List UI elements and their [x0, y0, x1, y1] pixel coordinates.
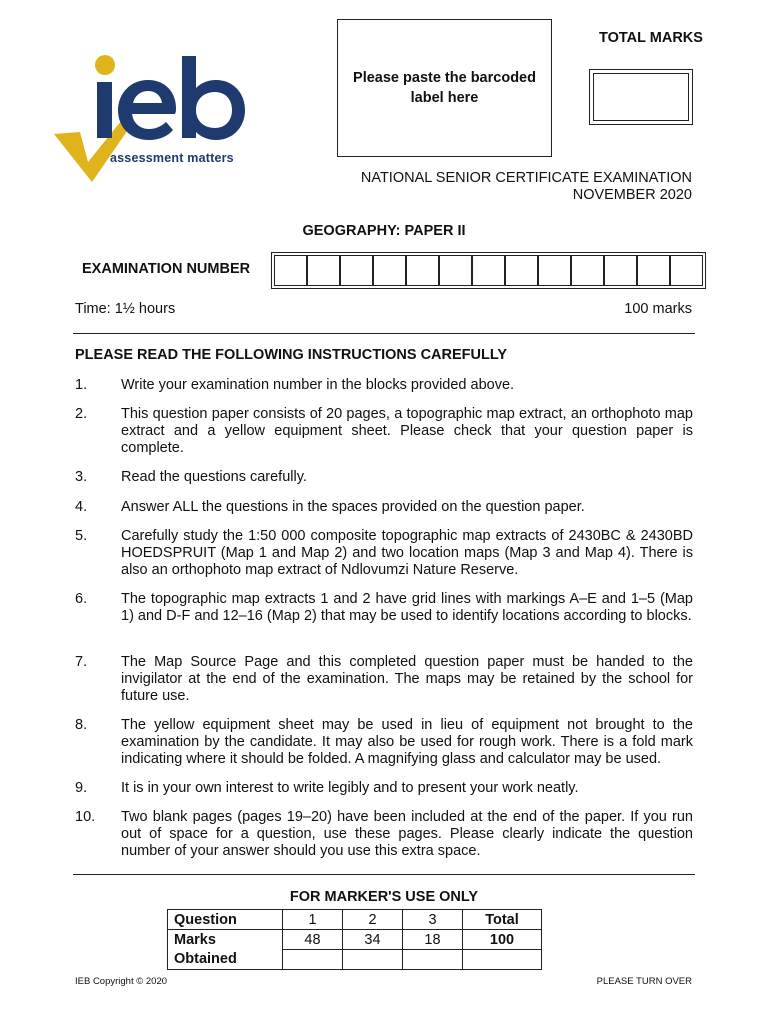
logo-dot	[95, 55, 115, 75]
instruction-item	[75, 377, 693, 394]
divider-top	[73, 333, 695, 334]
exam-title-line1: NATIONAL SENIOR CERTIFICATE EXAMINATION	[360, 170, 692, 186]
exam-number-cell	[373, 255, 406, 286]
instruction-text: Two blank pages (pages 19–20) have been included at the end of the paper. If you run out of space for a question, use these pages. Please clearly indicate the question number of your answer should you use this extra space.	[121, 809, 693, 859]
exam-title	[361, 170, 692, 204]
obtained-label-cell: Obtained	[168, 950, 283, 970]
exam-number-cell	[439, 255, 472, 286]
instruction-text: The Map Source Page and this completed question paper must be handed to the invigilator at the end of the examination. The maps may be retained by the school for future use.	[121, 654, 693, 704]
marks-total-cell: 100	[463, 930, 542, 950]
instruction-number: 2.	[75, 406, 88, 422]
instruction-number: 8.	[75, 717, 88, 733]
obtained-value-cell	[343, 950, 403, 970]
marks-value-cell: 34	[343, 930, 403, 950]
instruction-number: 4.	[75, 499, 88, 515]
barcode-instruction: Please paste the barcoded label here	[353, 70, 536, 106]
divider-bottom	[73, 874, 695, 875]
instruction-item	[75, 469, 693, 486]
logo-b	[182, 56, 245, 140]
instruction-number: 9.	[75, 780, 88, 796]
logo-i-stem	[97, 82, 112, 138]
exam-number-cell	[670, 255, 703, 286]
logo-tagline: assessment matters	[110, 151, 234, 165]
instruction-text: Write your examination number in the blocks provided above.	[121, 377, 515, 393]
instruction-text: Read the questions carefully.	[121, 469, 307, 485]
instruction-item	[75, 717, 693, 768]
exam-number-cell	[505, 255, 538, 286]
barcode-label-box	[337, 19, 552, 157]
instruction-number: 7.	[75, 654, 88, 670]
obtained-total-cell	[463, 950, 542, 970]
table-row	[168, 930, 542, 950]
instruction-number: 10.	[75, 809, 96, 825]
instruction-text: Carefully study the 1:50 000 composite topographic map extracts of 2430BC & 2430BD HOEDSPRUIT (Map 1 and Map 2) and two location maps (Map 3 and Map 4). There is also an orthophoto map extract of Ndlovumzi Nature Reserve.	[121, 528, 693, 578]
exam-number-cell	[538, 255, 571, 286]
footer-turn-over: PLEASE TURN OVER	[596, 976, 692, 987]
obtained-value-cell	[403, 950, 463, 970]
exam-marks: 100 marks	[624, 301, 692, 317]
instruction-item	[75, 406, 693, 457]
instruction-number: 1.	[75, 377, 88, 393]
exam-number-cell	[472, 255, 505, 286]
instruction-item	[75, 809, 693, 860]
exam-number-label: EXAMINATION NUMBER	[82, 261, 251, 277]
table-row	[168, 910, 542, 930]
exam-number-cell	[571, 255, 604, 286]
instruction-number: 3.	[75, 469, 88, 485]
total-marks-label: TOTAL MARKS	[599, 30, 703, 46]
exam-number-cell	[340, 255, 373, 286]
exam-number-cell	[406, 255, 439, 286]
question-column-cell: 1	[283, 910, 343, 930]
exam-number-cell	[604, 255, 637, 286]
question-column-cell: 3	[403, 910, 463, 930]
instruction-text: The yellow equipment sheet may be used in lieu of equipment not brought to the examination by the candidate. It may also be used for rough work. There is a fold mark indicating where it should be folded. A magnifying glass and calculator may be used.	[121, 717, 693, 767]
exam-number-cell	[274, 255, 307, 286]
exam-time: Time: 1½ hours	[75, 301, 176, 317]
ieb-logo	[52, 52, 267, 187]
total-marks-box	[589, 69, 693, 125]
total-column-cell: Total	[463, 910, 542, 930]
marker-table	[167, 909, 542, 970]
instruction-item	[75, 591, 693, 625]
instruction-number: 5.	[75, 528, 88, 544]
exam-title-line2: NOVEMBER 2020	[572, 187, 692, 203]
exam-number-cell	[637, 255, 670, 286]
instruction-item	[75, 528, 693, 579]
question-column-cell: 2	[343, 910, 403, 930]
footer-copyright: IEB Copyright © 2020	[75, 976, 168, 987]
instruction-item	[75, 499, 693, 516]
total-marks-inner-box	[593, 73, 689, 121]
instruction-text: The topographic map extracts 1 and 2 have grid lines with markings A–E and 1–5 (Map 1) and D-F and 12–16 (Map 2) that may be used to identify locations according to blocks.	[121, 591, 693, 624]
instruction-text: It is in your own interest to write legibly and to present your work neatly.	[121, 780, 579, 796]
exam-number-cell	[307, 255, 340, 286]
obtained-value-cell	[283, 950, 343, 970]
instruction-item	[75, 780, 693, 797]
exam-number-grid	[271, 252, 706, 289]
table-row	[168, 950, 542, 970]
marks-value-cell: 48	[283, 930, 343, 950]
instruction-text: This question paper consists of 20 pages, a topographic map extract, an orthophoto map extract and a yellow equipment sheet. Please check that your question paper is complete.	[121, 406, 693, 456]
marker-title: FOR MARKER'S USE ONLY	[289, 889, 479, 905]
marks-value-cell: 18	[403, 930, 463, 950]
instructions-heading: PLEASE READ THE FOLLOWING INSTRUCTIONS CAREFULLY	[75, 347, 508, 363]
instruction-item	[75, 654, 693, 705]
marks-label-cell: Marks	[168, 930, 283, 950]
paper-title: GEOGRAPHY: PAPER II	[302, 223, 466, 239]
question-label-cell: Question	[168, 910, 283, 930]
logo-e	[118, 80, 176, 140]
instruction-number: 6.	[75, 591, 88, 607]
instruction-text: Answer ALL the questions in the spaces provided on the question paper.	[121, 499, 585, 515]
